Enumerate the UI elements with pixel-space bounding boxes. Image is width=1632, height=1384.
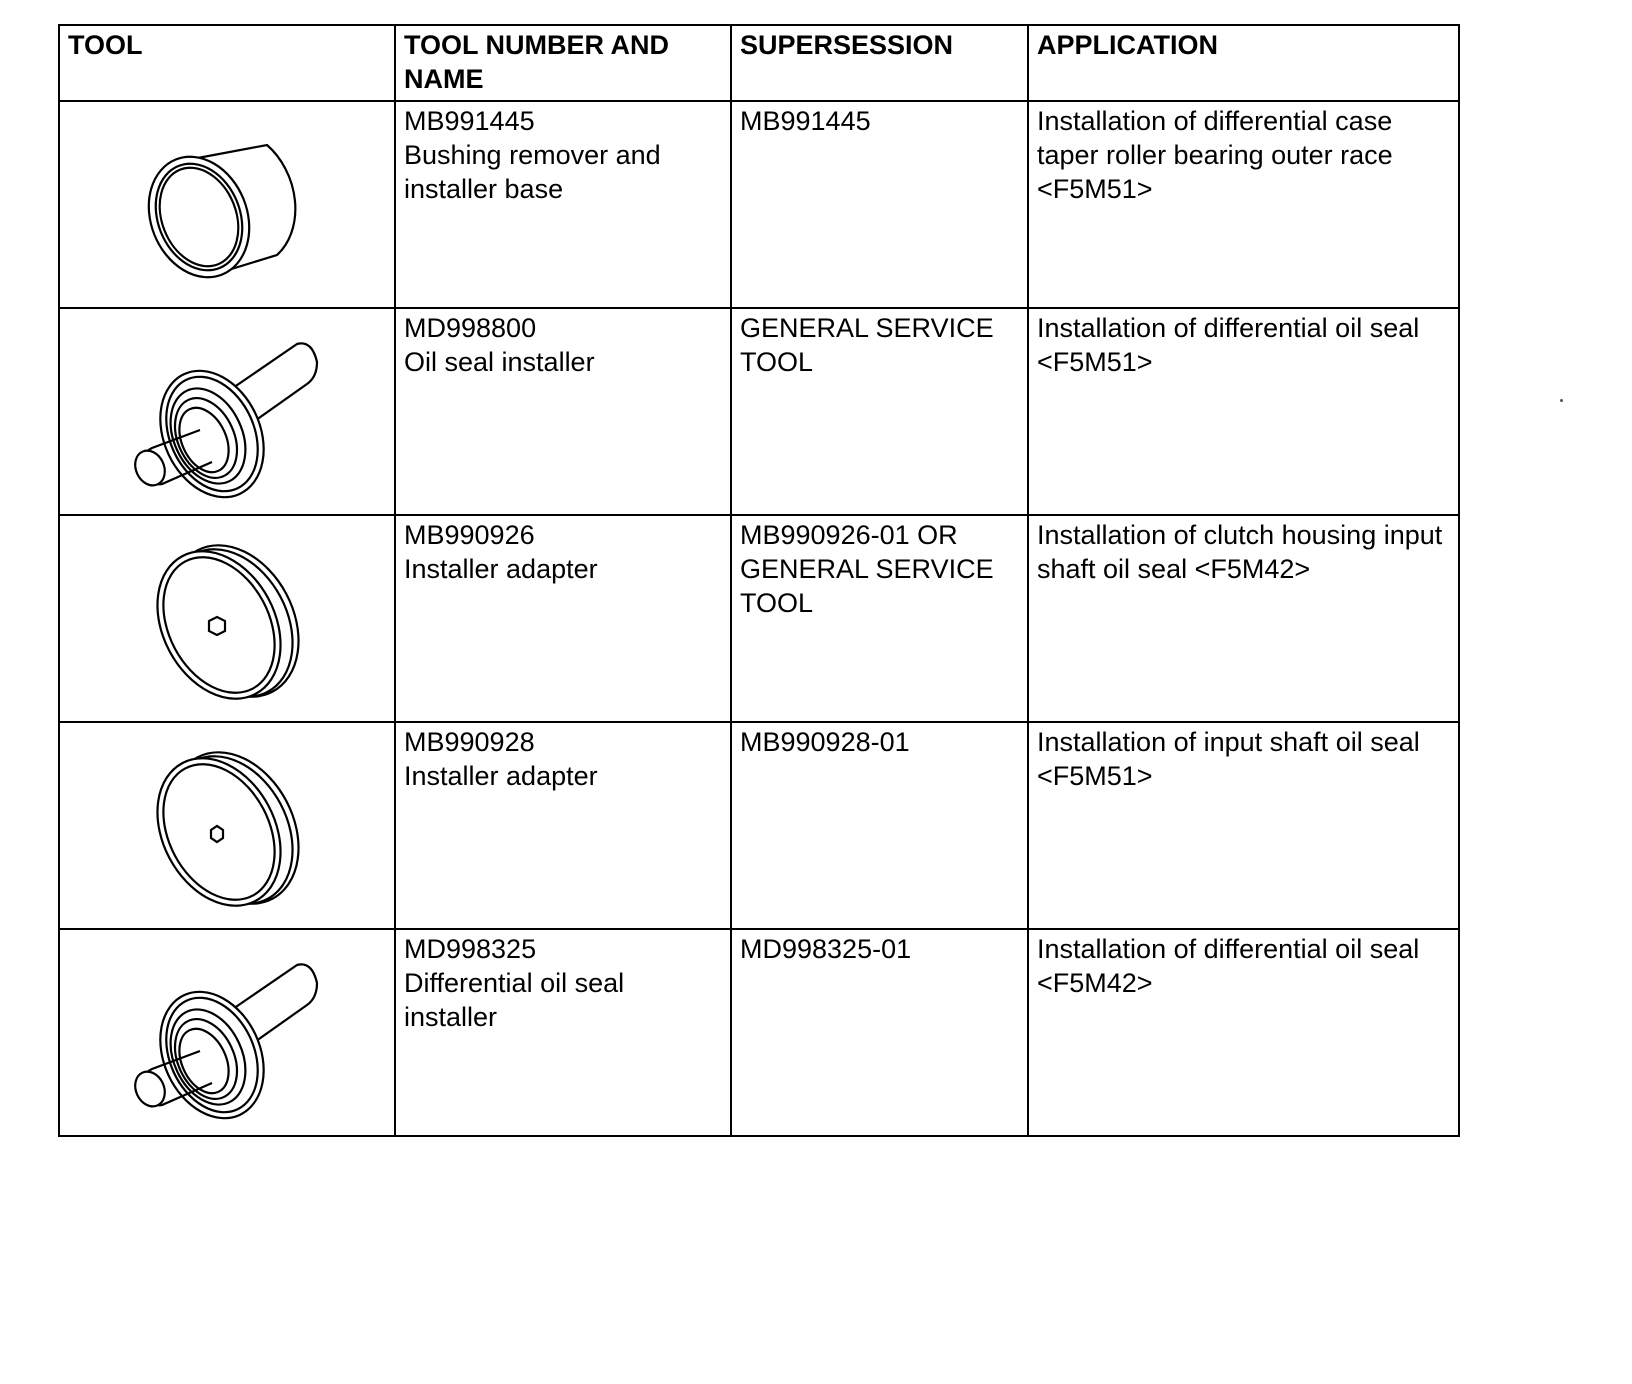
tool-image-cell — [59, 722, 395, 929]
supersession-cell: MB990928-01 — [731, 722, 1028, 929]
tool-image-cell — [59, 929, 395, 1136]
table-row — [59, 308, 1459, 515]
supersession-cell: MD998325-01 — [731, 929, 1028, 1136]
tool-image-cell — [59, 101, 395, 308]
tool-name: Oil seal installer — [404, 347, 595, 377]
tool-name: Bushing remover and installer base — [404, 140, 661, 204]
application-cell: Installation of differential oil seal <F5M51> — [1028, 308, 1459, 515]
application-cell: Installation of differential oil seal <F5M42> — [1028, 929, 1459, 1136]
oil-seal-installer-icon — [112, 943, 342, 1123]
tool-number-name-cell — [395, 929, 731, 1136]
table-row — [59, 929, 1459, 1136]
application-cell: Installation of differential case taper roller bearing outer race <F5M51> — [1028, 101, 1459, 308]
tool-name: Differential oil seal installer — [404, 968, 625, 1032]
header-row — [59, 25, 1459, 101]
tool-number: MB990928 — [404, 727, 535, 757]
tool-number: MB991445 — [404, 106, 535, 136]
supersession-cell: MB991445 — [731, 101, 1028, 308]
tool-name: Installer adapter — [404, 554, 598, 584]
installer-adapter-disc-icon — [137, 529, 317, 709]
bushing-cylinder-icon — [117, 115, 337, 295]
tool-number-name-cell — [395, 101, 731, 308]
tool-number: MD998325 — [404, 934, 537, 964]
installer-adapter-disc-icon — [137, 736, 317, 916]
header-application: APPLICATION — [1028, 25, 1459, 101]
table-row — [59, 515, 1459, 722]
header-tool-number-and-name: TOOL NUMBER AND NAME — [395, 25, 731, 101]
scan-artifact-dot — [1560, 399, 1563, 402]
header-supersession: SUPERSESSION — [731, 25, 1028, 101]
table-row — [59, 101, 1459, 308]
tool-number-name-cell — [395, 515, 731, 722]
oil-seal-installer-icon — [112, 322, 342, 502]
tool-image-cell — [59, 515, 395, 722]
tool-number: MD998800 — [404, 313, 537, 343]
tool-number: MB990926 — [404, 520, 535, 550]
tool-number-name-cell — [395, 308, 731, 515]
supersession-cell: MB990926-01 OR GENERAL SERVICE TOOL — [731, 515, 1028, 722]
supersession-cell: GENERAL SERVICE TOOL — [731, 308, 1028, 515]
special-tools-table — [58, 24, 1460, 1137]
tool-name: Installer adapter — [404, 761, 598, 791]
tool-number-name-cell — [395, 722, 731, 929]
tool-image-cell — [59, 308, 395, 515]
application-cell: Installation of clutch housing input shaft oil seal <F5M42> — [1028, 515, 1459, 722]
header-tool: TOOL — [59, 25, 395, 101]
application-cell: Installation of input shaft oil seal <F5M51> — [1028, 722, 1459, 929]
table-row — [59, 722, 1459, 929]
